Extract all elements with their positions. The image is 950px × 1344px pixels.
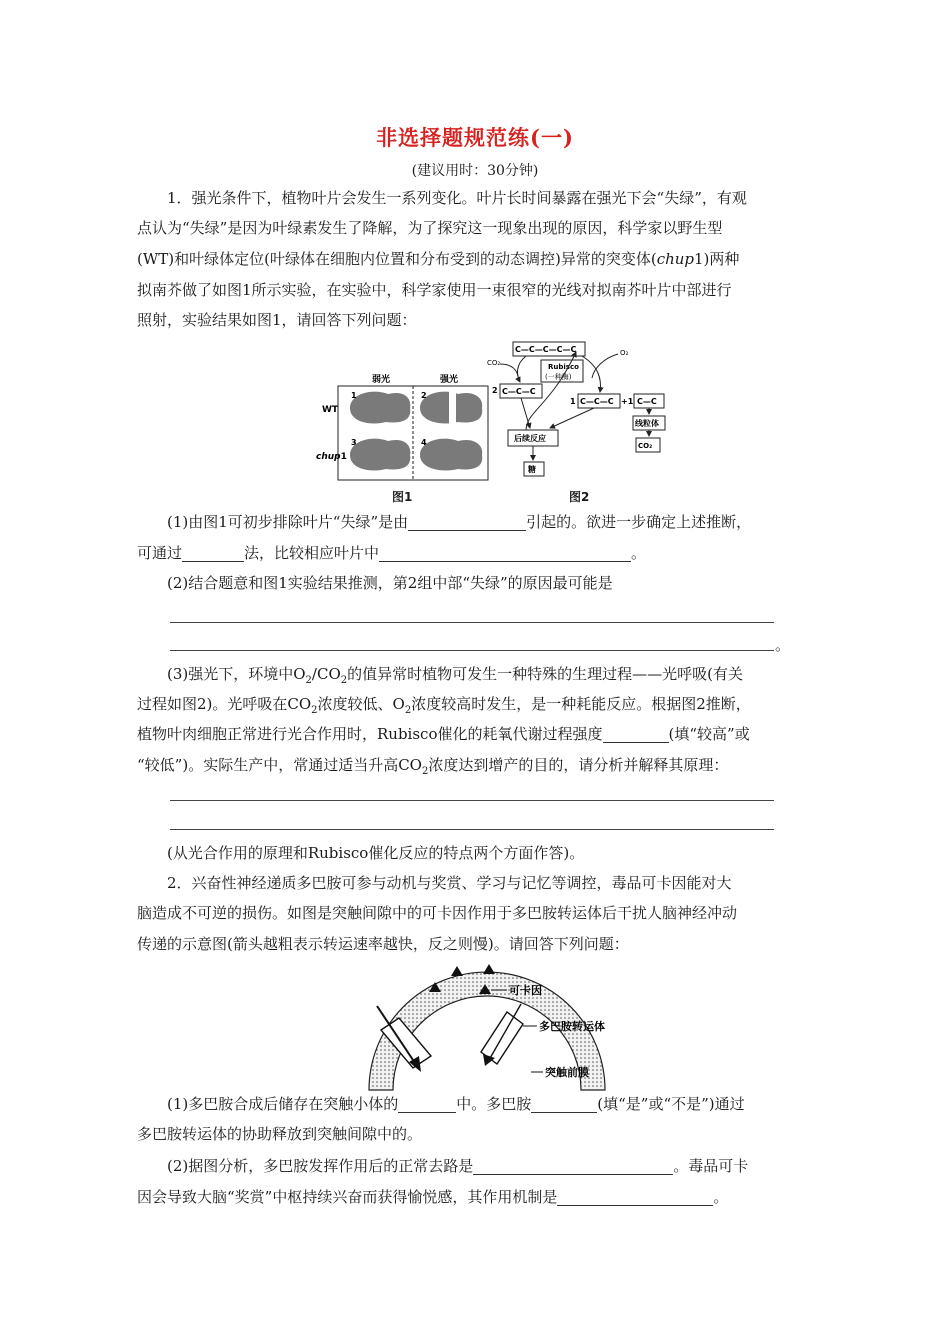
svg-text:1: 1 — [351, 391, 357, 400]
answer-line-q1-3-b[interactable] — [170, 829, 774, 830]
figure-synapse-cocaine — [355, 960, 635, 1092]
answer-blank-normal-fate[interactable] — [473, 1156, 673, 1175]
answer-blank-method[interactable] — [182, 543, 244, 562]
leaf-1 — [350, 391, 410, 423]
answer-blank-cause[interactable] — [408, 512, 526, 531]
sugar-label: 糖 — [528, 465, 536, 474]
cocaine-molecule-3 — [483, 964, 495, 974]
q1-part-3-note: (从光合作用的原理和Rubisco催化反应的特点两个方面作答)。 — [167, 844, 585, 862]
plus-one: +1 — [621, 397, 634, 406]
answer-line-q1-3-a[interactable] — [170, 800, 774, 801]
svg-text:3: 3 — [351, 438, 357, 447]
row-label-wt: WT — [322, 405, 339, 415]
mitochondria-label: 线粒体 — [635, 419, 659, 428]
c5-compound: C—C—C—C—C — [515, 345, 577, 354]
answer-blank-compare[interactable] — [379, 543, 631, 562]
q1-part-2-end: 。 — [775, 636, 791, 654]
co2-input-label: CO₂ — [487, 359, 501, 367]
leaf-2 — [420, 388, 482, 428]
q1-part-3-line-1: (3)强光下，环境中$O_2/CO_2$的值异常时植物可发生一种特殊的生理过程——光呼吸(有关 — [167, 665, 743, 686]
q2-intro-line-1: 2．兴奋性神经递质多巴胺可参与动机与奖赏、学习与记忆等调控，毒品可卡因能对大 — [167, 874, 732, 892]
q2-intro-line-2: 脑造成不可逆的损伤。如图是突触间隙中的可卡因作用于多巴胺转运体后干扰人脑神经冲动 — [137, 904, 738, 922]
q1-intro-line-3: (WT)和叶绿体定位(叶绿体在细胞内位置和分布受到的动态调控)异常的突变体(chup1)两种 — [137, 250, 740, 268]
chup-mutant-name: chup — [656, 250, 695, 268]
presynaptic-membrane-label: 突触前膜 — [545, 1066, 589, 1079]
q2-intro-line-3: 传递的示意图(箭头越粗表示转运速率越快，反之则慢)。请回答下列问题： — [137, 935, 629, 953]
answer-blank-storage[interactable] — [398, 1094, 456, 1113]
c3-left: C—C—C — [502, 387, 536, 396]
c2-compound: C—C — [637, 397, 657, 406]
cocaine-molecule-2 — [451, 966, 463, 976]
q1-intro-line-1: 1．强光条件下，植物叶片会发生一系列变化。叶片长时间暴露在强光下会“失绿”，有观 — [167, 189, 747, 207]
figure-2-photorespiration — [486, 338, 676, 480]
co2-output-label: CO₂ — [638, 442, 653, 450]
dopamine-transporter-label: 多巴胺转运体 — [539, 1020, 605, 1033]
q1-part-1-line-2: 可通过 法，比较相应叶片中 。 — [137, 544, 647, 562]
page-title: 非选择题规范练(一) — [376, 125, 574, 150]
c3-right: C—C—C — [580, 397, 614, 406]
q2-part-1-line-1: (1)多巴胺合成后储存在突触小体的 中。多巴胺 (填“是”或“不是”)通过 — [167, 1095, 745, 1113]
row-label-chup1: chup1 — [316, 452, 347, 462]
leaf-3 — [350, 438, 410, 470]
q1-part-1-line-1: (1)由图1可初步排除叶片“失绿”是由 引起的。欲进一步确定上述推断， — [167, 513, 752, 531]
suggested-time: (建议用时：30分钟) — [411, 163, 539, 179]
weak-light-label: 弱光 — [372, 375, 391, 385]
answer-blank-mechanism[interactable] — [557, 1187, 713, 1206]
rubisco-label: Rubisco — [548, 363, 579, 371]
q1-part-3-line-4: “较低”)。实际生产中，常通过适当升高$CO_2$浓度达到增产的目的，请分析并解释其原理： — [137, 756, 729, 777]
cocaine-label: 可卡因 — [509, 984, 542, 997]
product-count-1: 1 — [570, 397, 576, 406]
svg-text:4: 4 — [421, 438, 427, 447]
q1-intro-line-5: 照射，实验结果如图1，请回答下列问题： — [137, 311, 417, 329]
o2-input-label: O₂ — [620, 349, 629, 357]
figure-1-leaf-experiment — [316, 368, 492, 482]
q1-part-3-line-3: 植物叶肉细胞正常进行光合作用时，Rubisco催化的耗氧代谢过程强度 (填“较高”或 — [137, 725, 750, 743]
q1-intro-line-4: 拟南芥做了如图1所示实验，在实验中，科学家使用一束很窄的光线对拟南芥叶片中部进行 — [137, 281, 732, 299]
right-transporter — [481, 1004, 523, 1066]
figure-2-caption: 图2 — [569, 490, 590, 504]
q2-part-1-line-2: 多巴胺转运体的协助释放到突触间隙中的。 — [137, 1125, 423, 1143]
subsequent-reactions: 后续反应 — [514, 434, 546, 443]
q1-intro-line-2: 点认为“失绿”是因为叶绿素发生了降解，为了探究这一现象出现的原因，科学家以野生型 — [137, 219, 723, 237]
q1-part-2: (2)结合题意和图1实验结果推测，第2组中部“失绿”的原因最可能是 — [167, 574, 613, 592]
answer-line-q1-2-a[interactable] — [170, 622, 774, 623]
product-count-2: 2 — [492, 386, 498, 395]
strong-light-label: 强光 — [440, 375, 459, 385]
svg-text:2: 2 — [421, 391, 427, 400]
rubisco-enzyme-note: (一种酶) — [545, 373, 572, 381]
leaf-4 — [420, 438, 482, 470]
answer-line-q1-2-b[interactable] — [170, 650, 774, 651]
answer-blank-yes-no[interactable] — [531, 1094, 597, 1113]
q1-part-3-line-2: 过程如图2)。光呼吸在$CO_2$浓度较低、$O_2$浓度较高时发生，是一种耗能反应。根据图2推断， — [137, 695, 751, 716]
answer-blank-intensity[interactable] — [603, 724, 669, 743]
q2-part-2-line-2: 因会导致大脑“奖赏”中枢持续兴奋而获得愉悦感，其作用机制是 。 — [137, 1188, 729, 1206]
figure-1-caption: 图1 — [392, 490, 413, 504]
q2-part-2-line-1: (2)据图分析，多巴胺发挥作用后的正常去路是 。毒品可卡 — [167, 1157, 749, 1175]
